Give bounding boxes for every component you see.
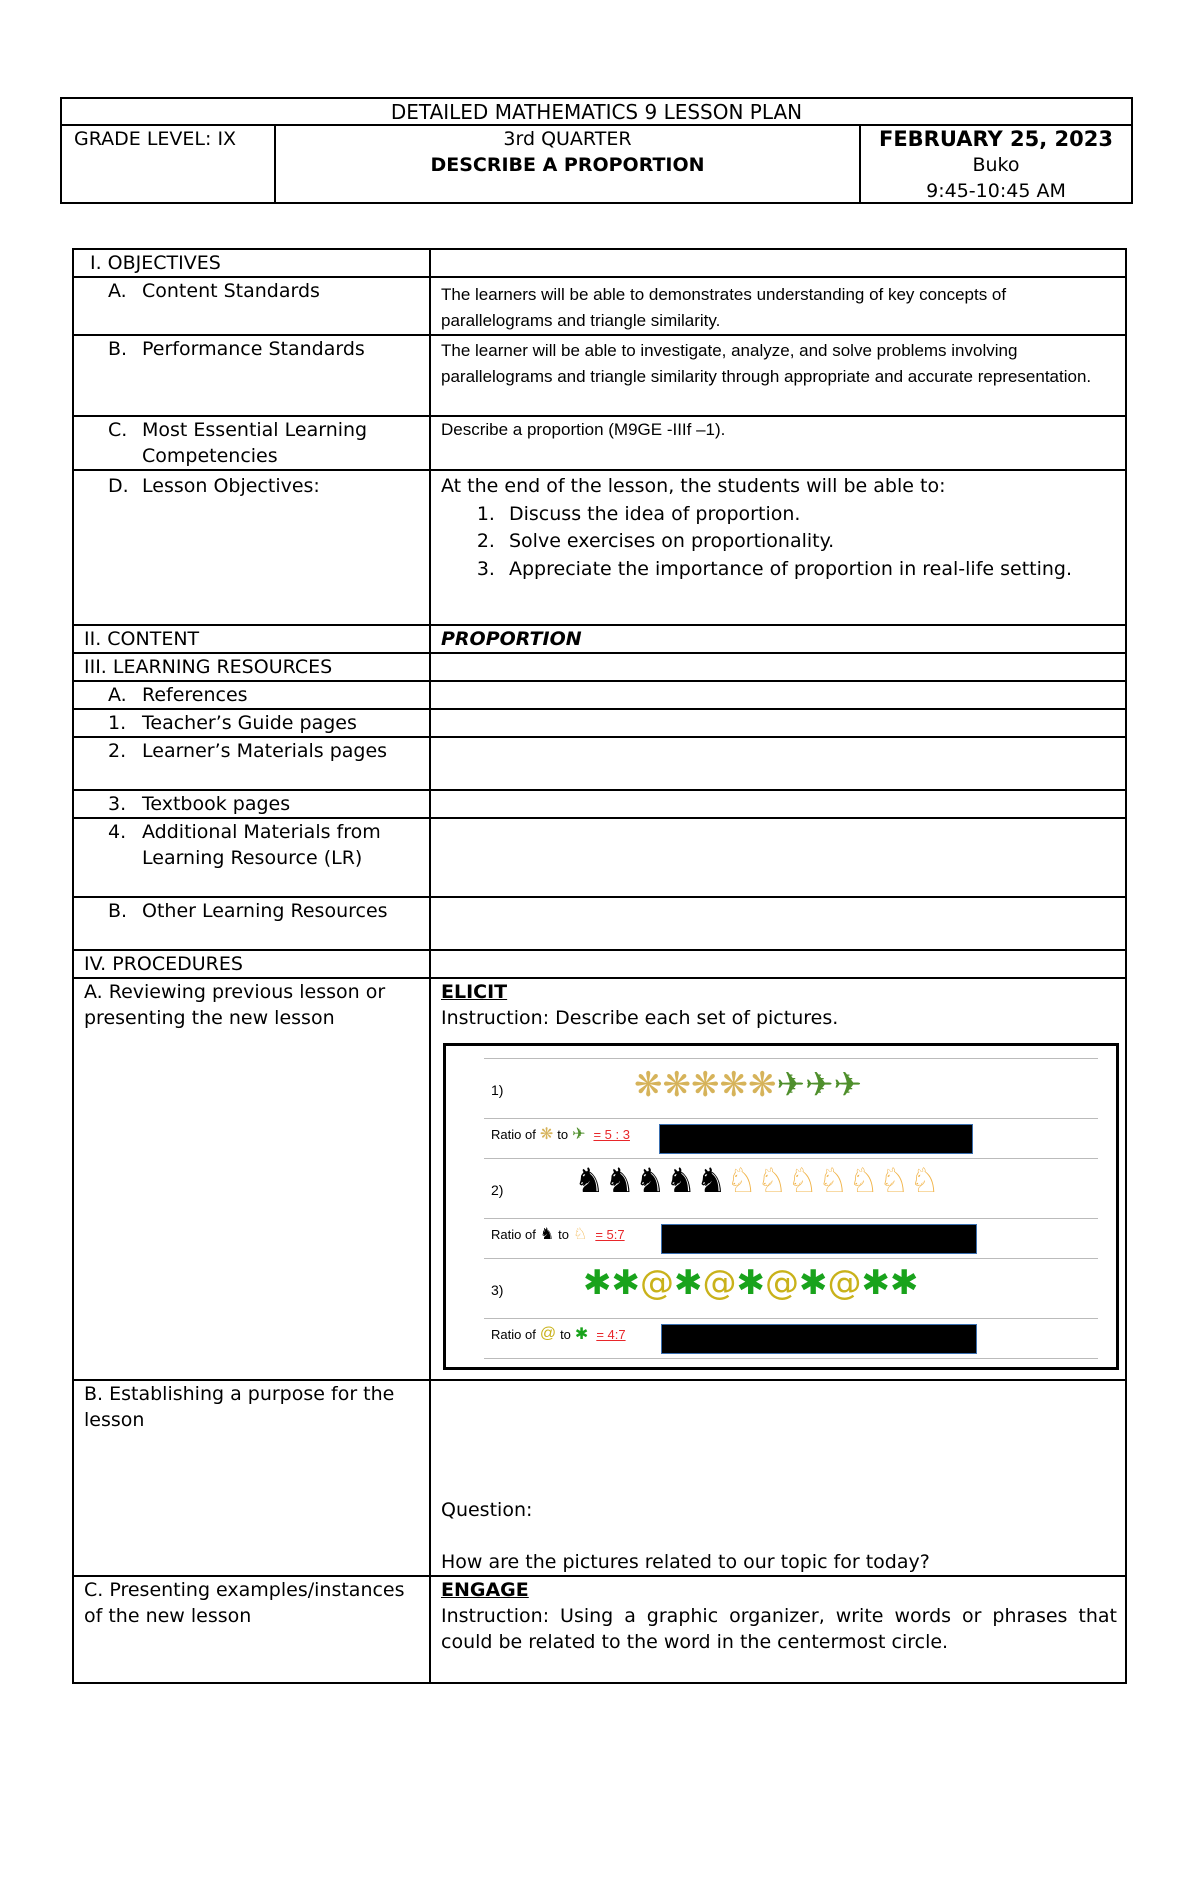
date-cell xyxy=(861,126,1131,202)
fly-icon: ✈ xyxy=(776,1065,805,1105)
procedure-c-row xyxy=(73,1576,1126,1683)
other-resources-label: Other Learning Resources xyxy=(142,900,388,922)
lesson-objectives-marker: D. xyxy=(108,475,129,497)
content-heading: II. CONTENT xyxy=(73,625,430,653)
cat-icon: ♘ xyxy=(787,1161,818,1201)
additional-materials-marker: 4. xyxy=(108,821,127,843)
performance-standards-row xyxy=(73,335,1126,416)
procedures-heading-row xyxy=(73,950,1126,978)
procedure-a-label: A. Reviewing previous lesson or presenting the new lesson xyxy=(73,978,430,1380)
fly-icon: ✈ xyxy=(805,1065,834,1105)
cat-icon: ♘ xyxy=(756,1161,788,1201)
content-standards-text: The learners will be able to demonstrates understanding of key concepts of parallelograms and triangle similarity. xyxy=(430,277,1126,335)
other-resources-marker: B. xyxy=(108,900,128,922)
redaction-bar xyxy=(659,1124,973,1154)
frog-icon: ✱ xyxy=(736,1263,765,1303)
learners-materials-marker: 2. xyxy=(108,740,127,762)
content-standards-row xyxy=(73,277,1126,335)
objectives-heading: I. OBJECTIVES xyxy=(73,249,430,277)
competencies-marker: C. xyxy=(108,419,128,441)
procedure-b-row xyxy=(73,1380,1126,1576)
textbook-label: Textbook pages xyxy=(142,793,291,815)
teachers-guide-row xyxy=(73,709,1126,737)
teachers-guide-marker: 1. xyxy=(108,712,127,734)
list-item: 2. Solve exercises on proportionality. xyxy=(501,528,1117,556)
rabbit-icon: ♞ xyxy=(695,1161,727,1201)
references-label: References xyxy=(142,684,248,706)
fly-icon: ✈ xyxy=(833,1065,862,1105)
set-2-icons xyxy=(574,1161,940,1201)
lesson-objectives-intro: At the end of the lesson, the students will be able to: xyxy=(441,475,946,497)
performance-standards-label: Performance Standards xyxy=(142,338,365,360)
set-1-icons xyxy=(634,1065,862,1105)
engage-instruction: Instruction: Using a graphic organizer, write words or phrases that could be related to the word in the centermost circle. xyxy=(441,1605,1117,1653)
list-item: 1. Discuss the idea of proportion. xyxy=(501,501,1117,529)
ratio-label: Ratio of xyxy=(491,1226,536,1242)
set-number: 2) xyxy=(491,1182,504,1198)
divider xyxy=(484,1158,1098,1159)
picture-sets-image xyxy=(443,1043,1119,1370)
content-standards-marker: A. xyxy=(108,280,127,302)
quarter-topic-cell xyxy=(276,126,861,202)
ratio-3 xyxy=(491,1324,626,1344)
snail-icon: @ xyxy=(640,1263,674,1303)
content-row xyxy=(73,625,1126,653)
rabbit-icon: ♞ xyxy=(634,1161,666,1201)
resources-heading-row xyxy=(73,653,1126,681)
lesson-objectives-label: Lesson Objectives: xyxy=(142,475,320,497)
ratio-label: Ratio of xyxy=(491,1126,536,1142)
snail-icon: @ xyxy=(827,1263,862,1303)
ratio-2 xyxy=(491,1224,625,1244)
redaction-bar xyxy=(661,1324,977,1354)
set-3-icons xyxy=(583,1263,919,1303)
grade-level: GRADE LEVEL: IX xyxy=(62,126,276,202)
other-resources-row xyxy=(73,897,1126,950)
lesson-objectives-list xyxy=(441,501,1117,584)
procedure-b-label: B. Establishing a purpose for the lesson xyxy=(73,1380,430,1576)
frog-icon: ✱ xyxy=(611,1263,640,1303)
butterfly-icon: ❋ xyxy=(662,1065,691,1105)
ratio-value: = 4:7 xyxy=(596,1326,626,1342)
divider xyxy=(484,1118,1098,1119)
cat-icon: ♘ xyxy=(878,1161,910,1201)
section: Buko xyxy=(972,154,1020,176)
textbook-row xyxy=(73,790,1126,818)
ratio-to: to xyxy=(557,1126,569,1142)
frog-icon: ✱ xyxy=(583,1263,612,1303)
divider xyxy=(484,1358,1098,1359)
header-table xyxy=(60,97,1133,204)
snail-icon: @ xyxy=(702,1263,737,1303)
ratio-value: = 5:7 xyxy=(595,1226,625,1242)
date: FEBRUARY 25, 2023 xyxy=(878,127,1114,151)
procedure-c-label: C. Presenting examples/instances of the new lesson xyxy=(73,1576,430,1683)
snail-icon: @ xyxy=(765,1263,799,1303)
question-text: How are the pictures related to our topic for today? xyxy=(441,1551,930,1573)
cat-icon: ♘ xyxy=(817,1161,849,1201)
topic: DESCRIBE A PROPORTION xyxy=(430,154,705,176)
time: 9:45-10:45 AM xyxy=(926,180,1066,202)
set-number: 3) xyxy=(491,1282,504,1298)
learners-materials-label: Learner’s Materials pages xyxy=(142,740,388,762)
objectives-heading-blank xyxy=(430,249,1126,277)
fly-icon: ✈ xyxy=(572,1126,586,1143)
content-value: PROPORTION xyxy=(430,625,1126,653)
butterfly-icon: ❋ xyxy=(539,1126,554,1143)
content-standards-label: Content Standards xyxy=(142,280,320,302)
performance-standards-marker: B. xyxy=(108,338,128,360)
references-row xyxy=(73,681,1126,709)
snail-icon: @ xyxy=(539,1325,557,1342)
teachers-guide-label: Teacher’s Guide pages xyxy=(142,712,357,734)
frog-icon: ✱ xyxy=(574,1326,589,1343)
learners-materials-row xyxy=(73,737,1126,790)
ratio-value: = 5 : 3 xyxy=(593,1126,630,1142)
quarter: 3rd QUARTER xyxy=(503,128,632,150)
set-number: 1) xyxy=(491,1082,504,1098)
redaction-bar xyxy=(661,1224,977,1254)
references-marker: A. xyxy=(108,684,127,706)
cat-icon: ♘ xyxy=(909,1161,940,1201)
elicit-instruction: Instruction: Describe each set of pictures. xyxy=(441,1007,839,1029)
divider xyxy=(484,1258,1098,1259)
competencies-row xyxy=(73,416,1126,470)
rabbit-icon: ♞ xyxy=(539,1226,555,1243)
additional-materials-row xyxy=(73,818,1126,897)
ratio-to: to xyxy=(560,1326,571,1342)
cat-icon: ♘ xyxy=(573,1226,588,1243)
divider xyxy=(484,1058,1098,1059)
rabbit-icon: ♞ xyxy=(574,1161,605,1201)
butterfly-icon: ❋ xyxy=(719,1065,748,1105)
list-item: 3. Appreciate the importance of proportion in real-life setting. xyxy=(501,556,1117,584)
cat-icon: ♘ xyxy=(848,1161,879,1201)
butterfly-icon: ❋ xyxy=(748,1065,777,1105)
frog-icon: ✱ xyxy=(674,1263,703,1303)
elicit-title: ELICIT xyxy=(441,981,508,1003)
rabbit-icon: ♞ xyxy=(665,1161,696,1201)
divider xyxy=(484,1318,1098,1319)
document-title: DETAILED MATHEMATICS 9 LESSON PLAN xyxy=(62,99,1131,126)
cat-icon: ♘ xyxy=(726,1161,757,1201)
competencies-label: Most Essential Learning Competencies xyxy=(142,419,368,467)
question-label: Question: xyxy=(441,1499,533,1521)
resources-heading: III. LEARNING RESOURCES xyxy=(73,653,430,681)
frog-icon: ✱ xyxy=(861,1263,890,1303)
engage-title: ENGAGE xyxy=(441,1579,529,1601)
frog-icon: ✱ xyxy=(890,1263,919,1303)
performance-standards-text: The learner will be able to investigate, analyze, and solve problems involving parallelograms and triangle similarity through appropriate and accurate representation. xyxy=(430,335,1126,416)
frog-icon: ✱ xyxy=(799,1263,828,1303)
additional-materials-label: Additional Materials from Learning Resource (LR) xyxy=(142,821,381,869)
butterfly-icon: ❋ xyxy=(691,1065,720,1105)
procedures-heading: IV. PROCEDURES xyxy=(73,950,430,978)
textbook-marker: 3. xyxy=(108,793,127,815)
objectives-heading-row xyxy=(73,249,1126,277)
ratio-to: to xyxy=(558,1226,569,1242)
divider xyxy=(484,1218,1098,1219)
butterfly-icon: ❋ xyxy=(634,1065,663,1105)
ratio-label: Ratio of xyxy=(491,1326,536,1342)
rabbit-icon: ♞ xyxy=(604,1161,635,1201)
lesson-plan-table xyxy=(72,248,1127,1684)
lesson-objectives-row xyxy=(73,470,1126,625)
competencies-text: Describe a proportion (M9GE -IIIf –1). xyxy=(430,416,1126,470)
ratio-1 xyxy=(491,1124,630,1144)
